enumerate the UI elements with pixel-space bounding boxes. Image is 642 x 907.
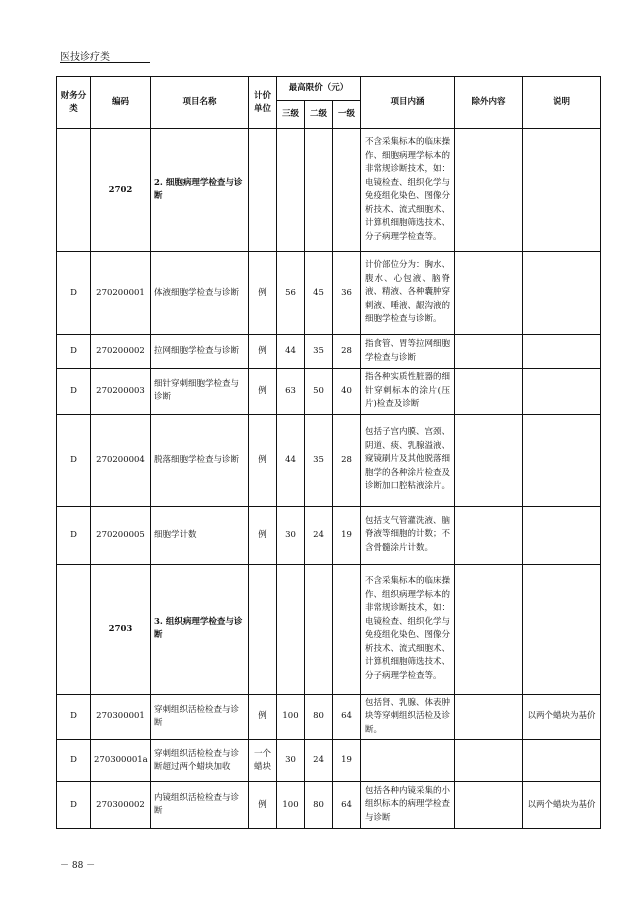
price-level3-cell	[277, 564, 305, 694]
code-cell: 270200004	[91, 414, 151, 506]
unit-cell	[249, 564, 277, 694]
price-level1-cell: 28	[333, 335, 361, 369]
exclusions-cell	[455, 252, 523, 335]
price-level1-cell	[333, 129, 361, 252]
price-level3-cell: 100	[277, 782, 305, 829]
content-cell: 包括子宫内膜、宫颈、阴道、痰、乳腺溢液、窥镜刷片及其他脱落细胞学的各种涂片检查及诊断加口腔粘液涂片。	[361, 414, 455, 506]
code-cell: 2703	[91, 564, 151, 694]
code-cell: 270300001a	[91, 740, 151, 782]
price-level2-cell: 24	[305, 506, 333, 564]
unit-cell: 一个蜡块	[249, 740, 277, 782]
header-content: 项目内涵	[361, 77, 455, 129]
notes-cell	[523, 252, 601, 335]
table-row	[57, 564, 601, 694]
table-row	[57, 335, 601, 369]
unit-cell: 例	[249, 414, 277, 506]
finance-cell: D	[57, 369, 91, 415]
category-header: 医技诊疗类	[60, 52, 110, 63]
price-level3-cell	[277, 129, 305, 252]
name-cell: 脱落细胞学检查与诊断	[151, 414, 249, 506]
finance-cell	[57, 564, 91, 694]
table-row	[57, 740, 601, 782]
price-level1-cell: 28	[333, 414, 361, 506]
table-row	[57, 782, 601, 829]
content-cell: 不含采集标本的临床操作、组织病理学标本的非常规诊断技术，如：电镜检查、组织化学与免疫组化染色、图像分析技术、流式细胞术、计算机细胞筛选技术、分子病理学检查等。	[361, 564, 455, 694]
price-level2-cell	[305, 129, 333, 252]
code-cell: 270200002	[91, 335, 151, 369]
table-row	[57, 252, 601, 335]
content-cell: 指各种实质性脏器的细针穿刺标本的涂片(压片)检查及诊断	[361, 369, 455, 415]
exclusions-cell	[455, 694, 523, 740]
price-level2-cell: 50	[305, 369, 333, 415]
unit-cell: 例	[249, 369, 277, 415]
unit-cell: 例	[249, 506, 277, 564]
price-level3-cell: 44	[277, 414, 305, 506]
content-cell	[361, 740, 455, 782]
header-max-price: 最高限价（元）	[277, 77, 361, 101]
exclusions-cell	[455, 740, 523, 782]
name-cell: 拉网细胞学检查与诊断	[151, 335, 249, 369]
price-level2-cell	[305, 564, 333, 694]
content-cell: 计价部位分为：胸水、腹水、心包液、脑脊液、精液、各种囊肿穿刺液、唾液、龈沟液的细胞学检查与诊断。	[361, 252, 455, 335]
notes-cell	[523, 369, 601, 415]
price-level3-cell: 30	[277, 506, 305, 564]
content-cell: 不含采集标本的临床操作、细胞病理学标本的非常规诊断技术，如：电镜检查、组织化学与免疫组化染色、图像分析技术、流式细胞术、计算机细胞筛选技术、分子病理学检查等。	[361, 129, 455, 252]
name-cell: 3. 组织病理学检查与诊断	[151, 564, 249, 694]
code-cell: 270300002	[91, 782, 151, 829]
table-row	[57, 369, 601, 415]
unit-cell	[249, 129, 277, 252]
notes-cell	[523, 564, 601, 694]
exclusions-cell	[455, 564, 523, 694]
notes-cell	[523, 335, 601, 369]
price-level1-cell: 64	[333, 694, 361, 740]
notes-cell: 以两个蜡块为基价	[523, 782, 601, 829]
page-number: － 88 －	[60, 861, 96, 871]
header-finance-class: 财务分类	[57, 77, 91, 129]
table-row	[57, 414, 601, 506]
content-cell: 指食管、胃等拉网细胞学检查与诊断	[361, 335, 455, 369]
code-cell: 2702	[91, 129, 151, 252]
finance-cell: D	[57, 335, 91, 369]
price-level2-cell: 24	[305, 740, 333, 782]
code-cell: 270300001	[91, 694, 151, 740]
header-level1: 一级	[333, 101, 361, 129]
unit-cell: 例	[249, 694, 277, 740]
finance-cell: D	[57, 740, 91, 782]
name-cell: 穿刺组织活检检查与诊断	[151, 694, 249, 740]
price-level1-cell: 40	[333, 369, 361, 415]
finance-cell	[57, 129, 91, 252]
header-underline	[60, 62, 150, 63]
code-cell: 270200001	[91, 252, 151, 335]
price-level1-cell: 19	[333, 506, 361, 564]
notes-cell	[523, 414, 601, 506]
header-name: 项目名称	[151, 77, 249, 129]
price-level2-cell: 35	[305, 414, 333, 506]
content-cell: 包括各种内镜采集的小组织标本的病理学检查与诊断	[361, 782, 455, 829]
code-cell: 270200003	[91, 369, 151, 415]
price-level2-cell: 80	[305, 694, 333, 740]
price-level1-cell: 64	[333, 782, 361, 829]
name-cell: 内镜组织活检检查与诊断	[151, 782, 249, 829]
price-level2-cell: 35	[305, 335, 333, 369]
name-cell: 穿刺组织活检检查与诊断超过两个蜡块加收	[151, 740, 249, 782]
price-level2-cell: 80	[305, 782, 333, 829]
notes-cell	[523, 506, 601, 564]
name-cell: 体液细胞学检查与诊断	[151, 252, 249, 335]
notes-cell	[523, 740, 601, 782]
header-notes: 说明	[523, 77, 601, 129]
content-cell: 包括支气管灌洗液、脑脊液等细胞的计数；不含骨髓涂片计数。	[361, 506, 455, 564]
price-level3-cell: 100	[277, 694, 305, 740]
header-unit: 计价单位	[249, 77, 277, 129]
exclusions-cell	[455, 782, 523, 829]
table-row	[57, 694, 601, 740]
price-level1-cell: 36	[333, 252, 361, 335]
exclusions-cell	[455, 506, 523, 564]
header-level3: 三级	[277, 101, 305, 129]
finance-cell: D	[57, 782, 91, 829]
price-level3-cell: 30	[277, 740, 305, 782]
unit-cell: 例	[249, 252, 277, 335]
finance-cell: D	[57, 414, 91, 506]
price-level3-cell: 56	[277, 252, 305, 335]
notes-cell: 以两个蜡块为基价	[523, 694, 601, 740]
name-cell: 细胞学计数	[151, 506, 249, 564]
header-exclusions: 除外内容	[455, 77, 523, 129]
finance-cell: D	[57, 694, 91, 740]
notes-cell	[523, 129, 601, 252]
table-row	[57, 506, 601, 564]
header-code: 编码	[91, 77, 151, 129]
price-level1-cell: 19	[333, 740, 361, 782]
exclusions-cell	[455, 129, 523, 252]
name-cell: 2. 细胞病理学检查与诊断	[151, 129, 249, 252]
header-level2: 二级	[305, 101, 333, 129]
name-cell: 细针穿刺细胞学检查与诊断	[151, 369, 249, 415]
unit-cell: 例	[249, 782, 277, 829]
price-table	[56, 76, 601, 829]
exclusions-cell	[455, 335, 523, 369]
finance-cell: D	[57, 506, 91, 564]
unit-cell: 例	[249, 335, 277, 369]
price-level2-cell: 45	[305, 252, 333, 335]
price-level3-cell: 44	[277, 335, 305, 369]
exclusions-cell	[455, 414, 523, 506]
exclusions-cell	[455, 369, 523, 415]
finance-cell: D	[57, 252, 91, 335]
price-level3-cell: 63	[277, 369, 305, 415]
price-level1-cell	[333, 564, 361, 694]
code-cell: 270200005	[91, 506, 151, 564]
table-row	[57, 129, 601, 252]
content-cell: 包括肾、乳腺、体表肿块等穿刺组织活检及诊断。	[361, 694, 455, 740]
